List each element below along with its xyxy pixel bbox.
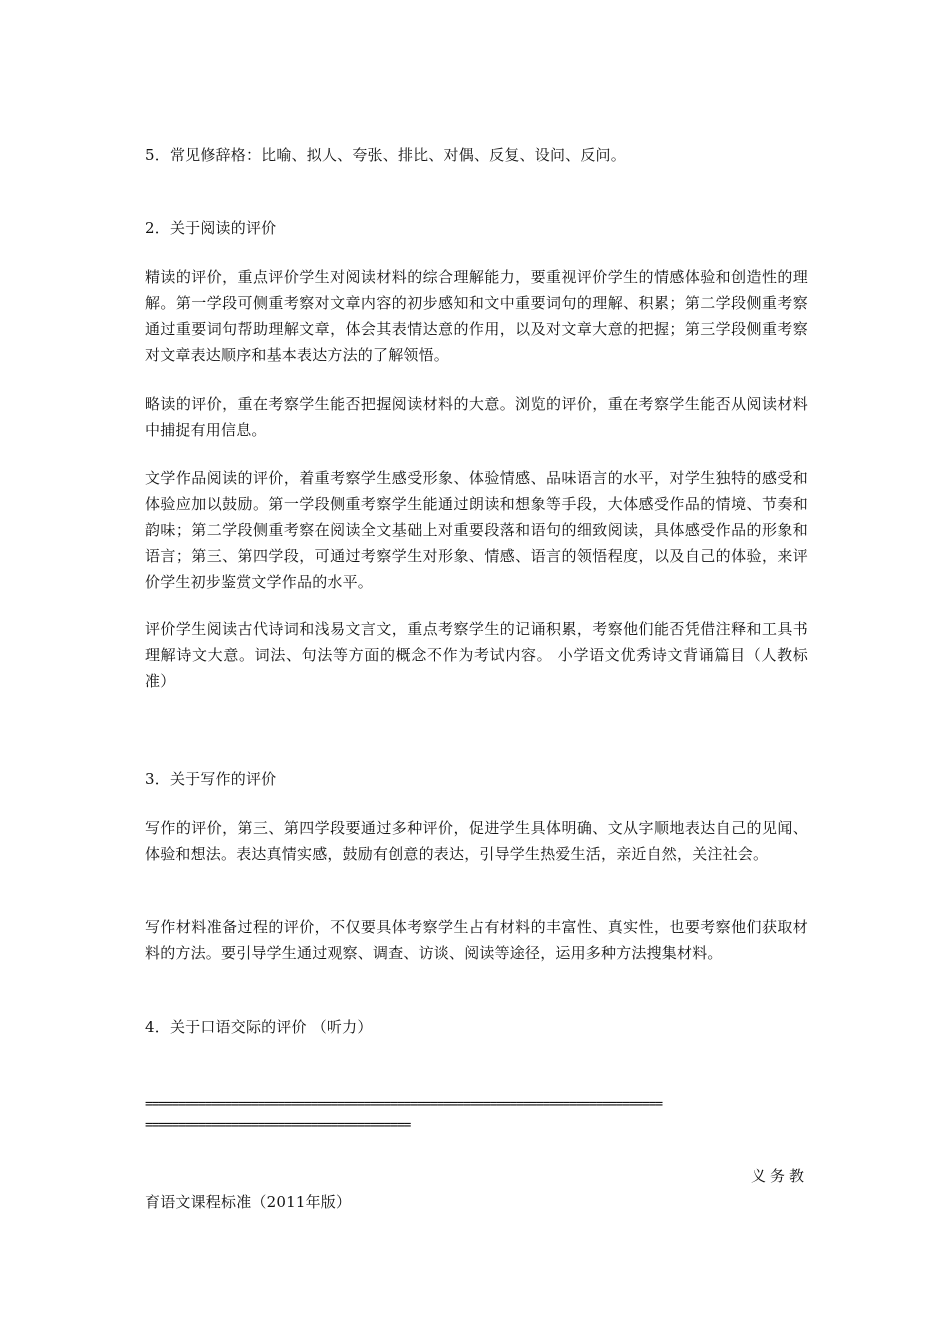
footer-title-part1: 义务教 (750, 1167, 808, 1185)
separator-line: ============================================================================== (145, 1097, 662, 1112)
rhetoric-list: 5．常见修辞格：比喻、拟人、夸张、排比、对偶、反复、设问、反问。 (145, 146, 626, 164)
writing-heading: 3．关于写作的评价 (145, 770, 277, 788)
reading-heading: 2．关于阅读的评价 (145, 219, 277, 237)
reading-paragraph-intensive: 精读的评价，重点评价学生对阅读材料的综合理解能力，要重视评价学生的情感体验和创造性的理解。第一学段可侧重考察对文章内容的初步感知和文中重要词句的理解、积累；第二学段侧重考察通过重要词句帮助理解文章，体会其表情达意的作用，以及对文章大意的把握；第三学段侧重考察对文章表达顺序和基本表达方法的了解领悟。 (145, 268, 808, 364)
writing-paragraph-materials: 写作材料准备过程的评价，不仅要具体考察学生占有材料的丰富性、真实性，也要考察他们获取材料的方法。要引导学生通过观察、调查、访谈、阅读等途径，运用多种方法搜集材料。 (145, 918, 808, 962)
separator-line: ======================================== (145, 1118, 411, 1133)
reading-paragraph-skimming: 略读的评价，重在考察学生能否把握阅读材料的大意。浏览的评价，重在考察学生能否从阅读材料中捕捉有用信息。 (145, 395, 808, 439)
reading-paragraph-classical: 评价学生阅读古代诗词和浅易文言文，重点考察学生的记诵积累，考察他们能否凭借注释和工具书理解诗文大意。词法、句法等方面的概念不作为考试内容。 小学语文优秀诗文背诵篇目（人教标准） (145, 620, 808, 690)
footer-title-part2: 育语文课程标准（2011年版） (145, 1193, 352, 1211)
writing-paragraph-evaluation: 写作的评价，第三、第四学段要通过多种评价，促进学生具体明确、文从字顺地表达自己的见闻、体验和想法。表达真情实感，鼓励有创意的表达，引导学生热爱生活，亲近自然，关注社会。 (145, 819, 808, 863)
oral-heading: 4．关于口语交际的评价 （听力） (145, 1018, 373, 1036)
reading-paragraph-literature: 文学作品阅读的评价，着重考察学生感受形象、体验情感、品味语言的水平，对学生独特的感受和体验应加以鼓励。第一学段侧重考察学生能通过朗读和想象等手段，大体感受作品的情境、节奏和韵味；第二学段侧重考察在阅读全文基础上对重要段落和语句的细致阅读，具体感受作品的形象和语言；第三、第四学段，可通过考察学生对形象、情感、语言的领悟程度，以及自己的体验，来评价学生初步鉴赏文学作品的水平。 (145, 469, 808, 591)
